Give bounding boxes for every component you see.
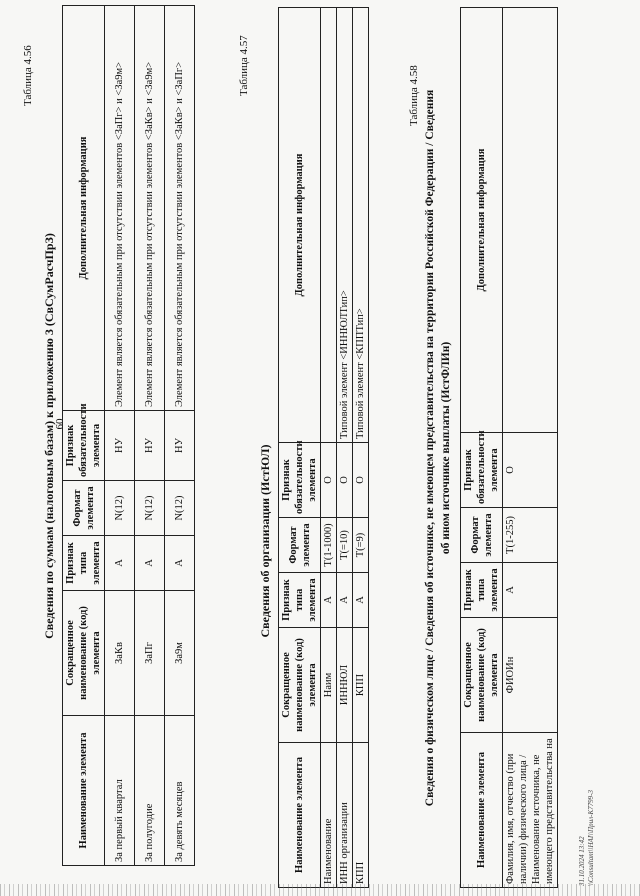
header-cell: Формат элемента [63, 481, 105, 536]
table-cell: КПП [353, 628, 369, 743]
table-header-row [461, 8, 503, 888]
table-cell: Наименование [321, 743, 337, 888]
header-cell: Наименование элемента [63, 716, 105, 866]
table-cell: А [503, 563, 558, 618]
table-cell: О [321, 443, 337, 518]
header-cell: Признак типа элемента [461, 563, 503, 618]
table-cell: ФИОИн [503, 618, 558, 733]
header-cell: Дополнительная информация [461, 8, 503, 433]
table3-heading-line1: Сведения о физическом лице / Сведения об источнике, не имеющем представительства на территории Российской Федерации / Сведения [424, 89, 436, 807]
table-cell: А [105, 536, 135, 591]
header-cell: Сокращенное наименование (код) элемента [63, 591, 105, 716]
table-cell: КПП [353, 743, 369, 888]
table-4-58 [460, 7, 558, 888]
table-header-row [279, 8, 321, 888]
table-cell [321, 8, 337, 443]
table-caption-4-56: Таблица 4.56 [22, 45, 34, 106]
table2-heading: Сведения об организации (ИстЮЛ) [258, 444, 272, 638]
table-header-row [63, 6, 105, 866]
table-cell: T(=9) [353, 518, 369, 573]
footer-path: \\Consultant\\HAI\\Прил-К7799-3 [587, 790, 595, 886]
table-caption-4-57: Таблица 4.57 [238, 35, 250, 96]
header-cell: Наименование элемента [279, 743, 321, 888]
table-cell: А [135, 536, 165, 591]
table-cell: Фамилия, имя, отчество (при наличии) физического лица / Наименование источника, не имеющего представительства на [503, 733, 558, 888]
table3-heading-line2: об ином источнике выплаты (ИстФЛИн) [440, 341, 452, 555]
table-cell: T(1-255) [503, 508, 558, 563]
table-cell: А [321, 573, 337, 628]
table-row [135, 6, 165, 866]
table-row [503, 8, 558, 888]
table-cell: О [503, 433, 558, 508]
table-cell: ЗаКв [105, 591, 135, 716]
header-cell: Признак обязательности элемента [63, 411, 105, 481]
table-cell: За девять месяцев [165, 716, 195, 866]
table-cell: О [337, 443, 353, 518]
table-cell: Элемент является обязательным при отсутствии элементов <ЗаПг> и <За9м> [105, 6, 135, 411]
table-cell: ИНН организации [337, 743, 353, 888]
header-cell: Признак обязательности элемента [461, 433, 503, 508]
header-cell: Сокращенное наименование (код) элемента [461, 618, 503, 733]
header-cell: Дополнительная информация [279, 8, 321, 443]
header-cell: Сокращенное наименование (код) элемента [279, 628, 321, 743]
table-row [105, 6, 135, 866]
table-cell: НУ [105, 411, 135, 481]
table-4-56 [62, 5, 195, 866]
table-4-57 [278, 7, 369, 888]
header-cell: Признак типа элемента [63, 536, 105, 591]
table-cell: Типовой элемент <ИННЮЛТип> [337, 8, 353, 443]
table-cell: А [353, 573, 369, 628]
footer-timestamp: 31.10.2024 13:42 [578, 836, 586, 886]
table-cell: О [353, 443, 369, 518]
table-caption-4-58: Таблица 4.58 [408, 65, 420, 126]
table-row [321, 8, 337, 888]
table-cell: T(1-1000) [321, 518, 337, 573]
table-cell: За полугодие [135, 716, 165, 866]
table-cell: НУ [135, 411, 165, 481]
table-cell: N(12) [105, 481, 135, 536]
header-cell: Признак типа элемента [279, 573, 321, 628]
header-cell: Дополнительная информация [63, 6, 105, 411]
header-cell: Формат элемента [461, 508, 503, 563]
table-cell: ЗаПг [135, 591, 165, 716]
table-cell: Наим [321, 628, 337, 743]
table-cell [503, 8, 558, 433]
table-row [337, 8, 353, 888]
page-number: 60 [54, 418, 66, 430]
header-cell: Признак обязательности элемента [279, 443, 321, 518]
table-row [353, 8, 369, 888]
header-cell: Формат элемента [279, 518, 321, 573]
table-cell: T(=10) [337, 518, 353, 573]
table-cell: N(12) [135, 481, 165, 536]
table-cell: N(12) [165, 481, 195, 536]
table-cell: За первый квартал [105, 716, 135, 866]
table-row [165, 6, 195, 866]
table-cell: Элемент является обязательным при отсутствии элементов <ЗаКв> и <За9м> [135, 6, 165, 411]
table-cell: Типовой элемент <КППТип> [353, 8, 369, 443]
table-cell: За9м [165, 591, 195, 716]
table-cell: А [337, 573, 353, 628]
table-cell: Элемент является обязательным при отсутствии элементов <ЗаКв> и <ЗаПг> [165, 6, 195, 411]
table1-heading: Сведения по суммам (налоговым базам) к приложению 3 (СвСумРасчПрЗ) [42, 233, 56, 639]
header-cell: Наименование элемента [461, 733, 503, 888]
table-cell: А [165, 536, 195, 591]
scan-noise-strip [0, 884, 640, 896]
table-cell: НУ [165, 411, 195, 481]
table-cell: ИННЮЛ [337, 628, 353, 743]
